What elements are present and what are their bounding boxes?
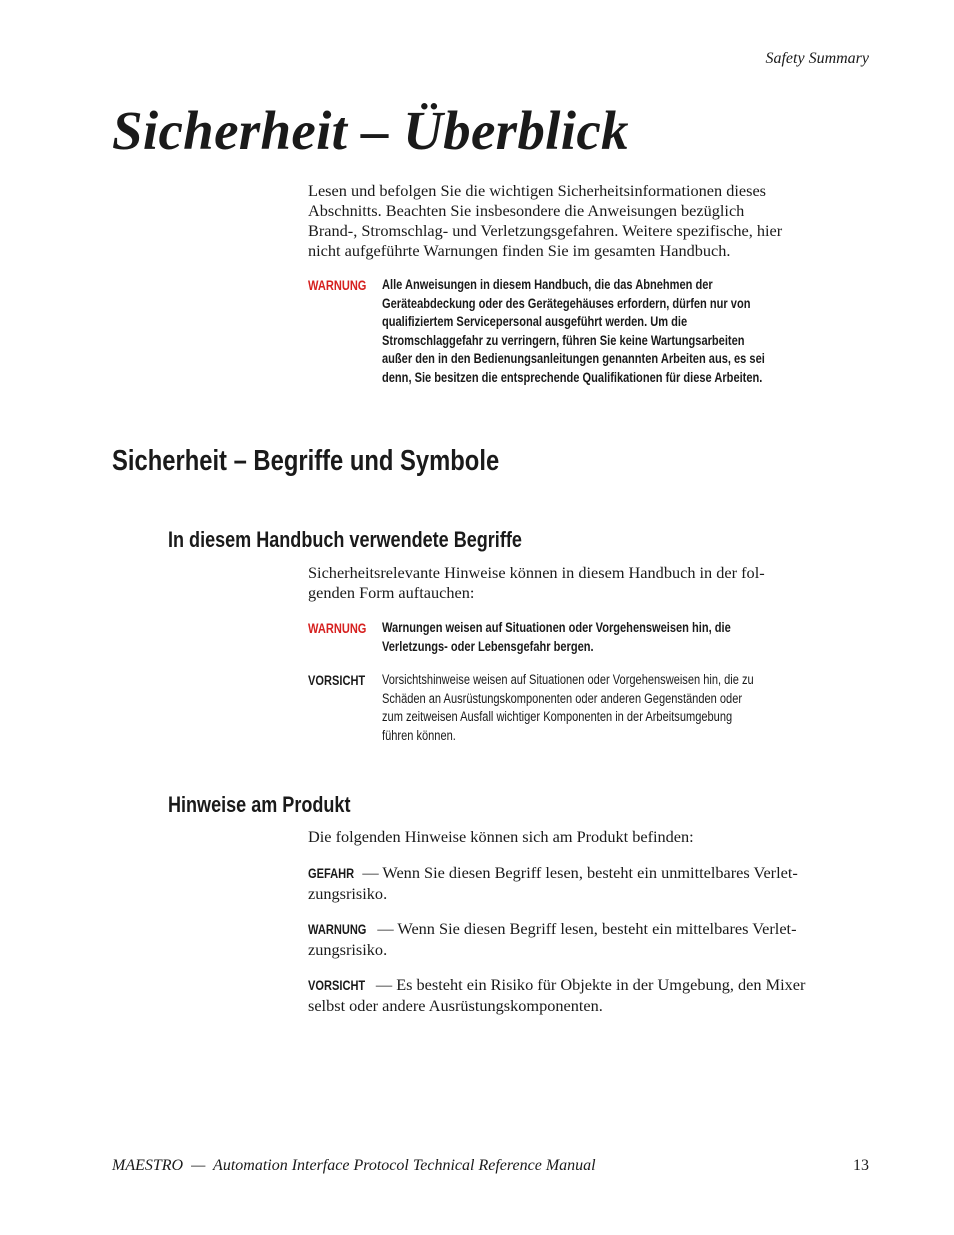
warning-line: Geräteabdeckung oder des Gerätegehäuses erfordern, dürfen nur von xyxy=(382,295,751,311)
running-header: Safety Summary xyxy=(765,50,869,67)
intro-line: nicht aufgeführte Warnungen finden Sie im gesamten Handbuch. xyxy=(308,241,731,260)
terms-intro-line: genden Form auftauchen: xyxy=(308,583,475,602)
warning-text xyxy=(382,276,765,388)
product-intro: Die folgenden Hinweise können sich am Produkt befinden: xyxy=(308,827,694,846)
caution-label: VORSICHT xyxy=(308,673,366,688)
caution-line: führen können. xyxy=(382,727,456,743)
terms-intro xyxy=(308,563,765,603)
subheading-manual-terms: In diesem Handbuch verwendete Begriffe xyxy=(168,527,522,552)
footer-manual-title: MAESTRO — Automation Interface Protocol Technical Reference Manual xyxy=(112,1157,596,1174)
term-description-continued: zungsrisiko. xyxy=(308,884,388,903)
warning-line: Warnungen weisen auf Situationen oder Vorgehensweisen hin, die xyxy=(382,620,731,635)
warning-line: Stromschlaggefahr zu verringern, führen Sie keine Wartungsarbeiten xyxy=(382,332,745,348)
warning-text xyxy=(382,619,731,656)
product-term-danger xyxy=(308,863,878,904)
intro-line: Lesen und befolgen Sie die wichtigen Sicherheitsinformationen dieses xyxy=(308,181,767,200)
warning-line: Alle Anweisungen in diesem Handbuch, die das Abnehmen der xyxy=(382,277,713,292)
term-description: — Wenn Sie diesen Begriff lesen, besteht ein mittelbares Verlet- xyxy=(373,919,797,938)
section-heading-terms-symbols: Sicherheit – Begriffe und Symbole xyxy=(112,445,500,477)
warning-label: WARNUNG xyxy=(308,621,367,636)
term-label: WARNUNG xyxy=(308,922,367,937)
warning-label: WARNUNG xyxy=(308,278,367,293)
page-title: Sicherheit – Überblick xyxy=(112,100,629,161)
term-description-continued: selbst oder andere Ausrüstungskomponenten. xyxy=(308,996,603,1015)
subheading-product-notices: Hinweise am Produkt xyxy=(168,792,351,817)
term-label: VORSICHT xyxy=(308,978,366,993)
page-number: 13 xyxy=(853,1157,869,1174)
caution-text xyxy=(382,671,754,745)
caution-line: Schäden an Ausrüstungskomponenten oder anderen Gegenständen oder xyxy=(382,690,743,706)
intro-line: Abschnitts. Beachten Sie insbesondere die Anweisungen bezüglich xyxy=(308,201,745,220)
warning-line: qualifiziertem Servicepersonal ausgeführt werden. Um die xyxy=(382,314,688,330)
term-description: — Wenn Sie diesen Begriff lesen, besteht ein unmittelbares Verlet- xyxy=(358,863,798,882)
term-description-continued: zungsrisiko. xyxy=(308,940,388,959)
intro-paragraph xyxy=(308,181,782,261)
term-description: — Es besteht ein Risiko für Objekte in der Umgebung, den Mixer xyxy=(371,975,806,994)
product-term-warning xyxy=(308,919,878,960)
warning-line: außer den in den Bedienungsanleitungen genannten Arbeiten aus, es sei xyxy=(382,351,765,367)
caution-line: Vorsichtshinweise weisen auf Situationen oder Vorgehensweisen hin, die zu xyxy=(382,672,754,687)
intro-line: Brand-, Stromschlag- und Verletzungsgefahren. Weitere spezifische, hier xyxy=(308,221,783,240)
terms-intro-line: Sicherheitsrelevante Hinweise können in diesem Handbuch in der fol- xyxy=(308,563,765,582)
caution-line: zum zeitweisen Ausfall wichtiger Komponenten in der Arbeitsumgebung xyxy=(382,709,733,725)
warning-line: Verletzungs- oder Lebensgefahr bergen. xyxy=(382,638,594,654)
term-label: GEFAHR xyxy=(308,866,355,881)
product-term-caution xyxy=(308,975,878,1016)
warning-line: denn, Sie besitzen die entsprechende Qualifikationen für diese Arbeiten. xyxy=(382,369,763,385)
